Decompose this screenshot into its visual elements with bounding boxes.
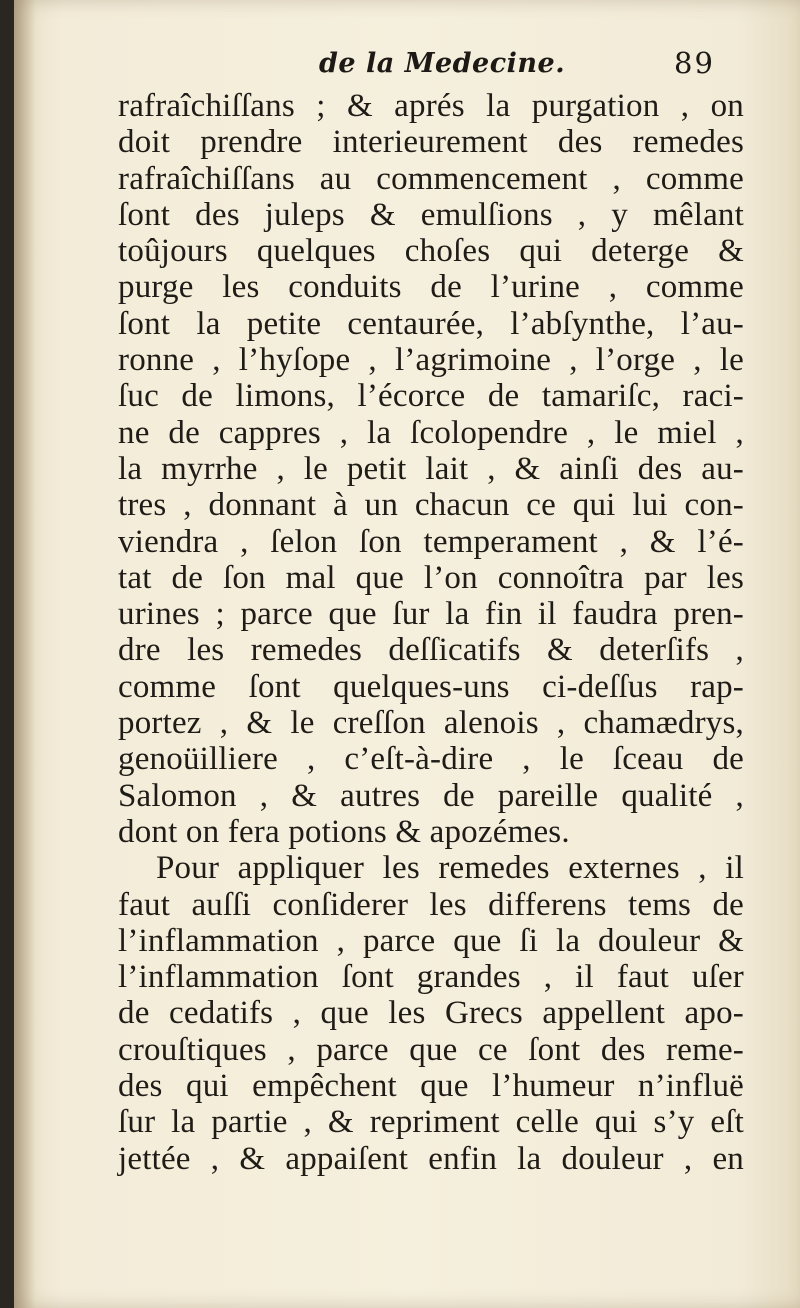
text-line: faut auſſi conſiderer les differens tems de (118, 886, 744, 923)
text-line: toûjours quelques choſes qui deterge & (118, 233, 744, 270)
text-line: des qui empêchent que l’humeur n’influë (118, 1068, 744, 1105)
text-line: viendra , ſelon ſon temperament , & l’é- (118, 523, 744, 560)
text-line: ſont des juleps & emulſions , y mêlant (118, 196, 744, 233)
page-header (14, 44, 800, 92)
running-title: de la Medecine. (319, 48, 566, 79)
text-line: ne de cappres , la ſcolopendre , le miel , (118, 414, 744, 451)
page-number: 89 (674, 46, 715, 80)
text-line: dre les remedes deſſicatifs & deterſifs , (118, 632, 744, 669)
book-page (14, 0, 800, 1308)
text-line: tat de ſon mal que l’on connoîtra par les (118, 559, 744, 596)
text-line: ſuc de limons, l’écorce de tamariſc, raci- (118, 378, 744, 415)
text-line: purge les conduits de l’urine , comme (118, 269, 744, 306)
text-line: rafraîchiſſans au commencement , comme (118, 160, 744, 197)
text-line: la myrrhe , le petit lait , & ainſi des au- (118, 450, 744, 487)
text-line: ſont la petite centaurée, l’abſynthe, l’au- (118, 305, 744, 342)
paragraph-start-line: Pour appliquer les remedes externes , il (156, 850, 744, 887)
text-line: l’inflammation , parce que ſi la douleur & (118, 922, 744, 959)
text-line: jettée , & appaiſent enfin la douleur , en (118, 1140, 744, 1177)
text-line: rafraîchiſſans ; & aprés la purgation , on (118, 88, 744, 124)
text-line: doit prendre interieurement des remedes (118, 124, 744, 161)
paragraph-end-line: dont on fera potions & apozémes. (118, 813, 570, 850)
text-line: tres , donnant à un chacun ce qui lui con- (118, 487, 744, 524)
text-line: l’inflammation ſont grandes , il faut uſer (118, 959, 744, 996)
text-line: genoüilliere , c’eſt-à-dire , le ſceau de (118, 741, 744, 778)
body-text (118, 88, 744, 1177)
text-line: ronne , l’hyſope , l’agrimoine , l’orge , le (118, 342, 744, 379)
text-line: comme ſont quelques-uns ci-deſſus rap- (118, 668, 744, 705)
text-line: Salomon , & autres de pareille qualité , (118, 777, 744, 814)
text-line: de cedatifs , que les Grecs appellent apo- (118, 995, 744, 1032)
text-line: portez , & le creſſon alenois , chamædrys, (118, 705, 744, 742)
text-line: ſur la partie , & repriment celle qui s’y eſt (118, 1104, 744, 1141)
text-line: urines ; parce que ſur la fin il faudra pren- (118, 596, 744, 633)
text-line: crouſtiques , parce que ce ſont des reme- (118, 1031, 744, 1068)
